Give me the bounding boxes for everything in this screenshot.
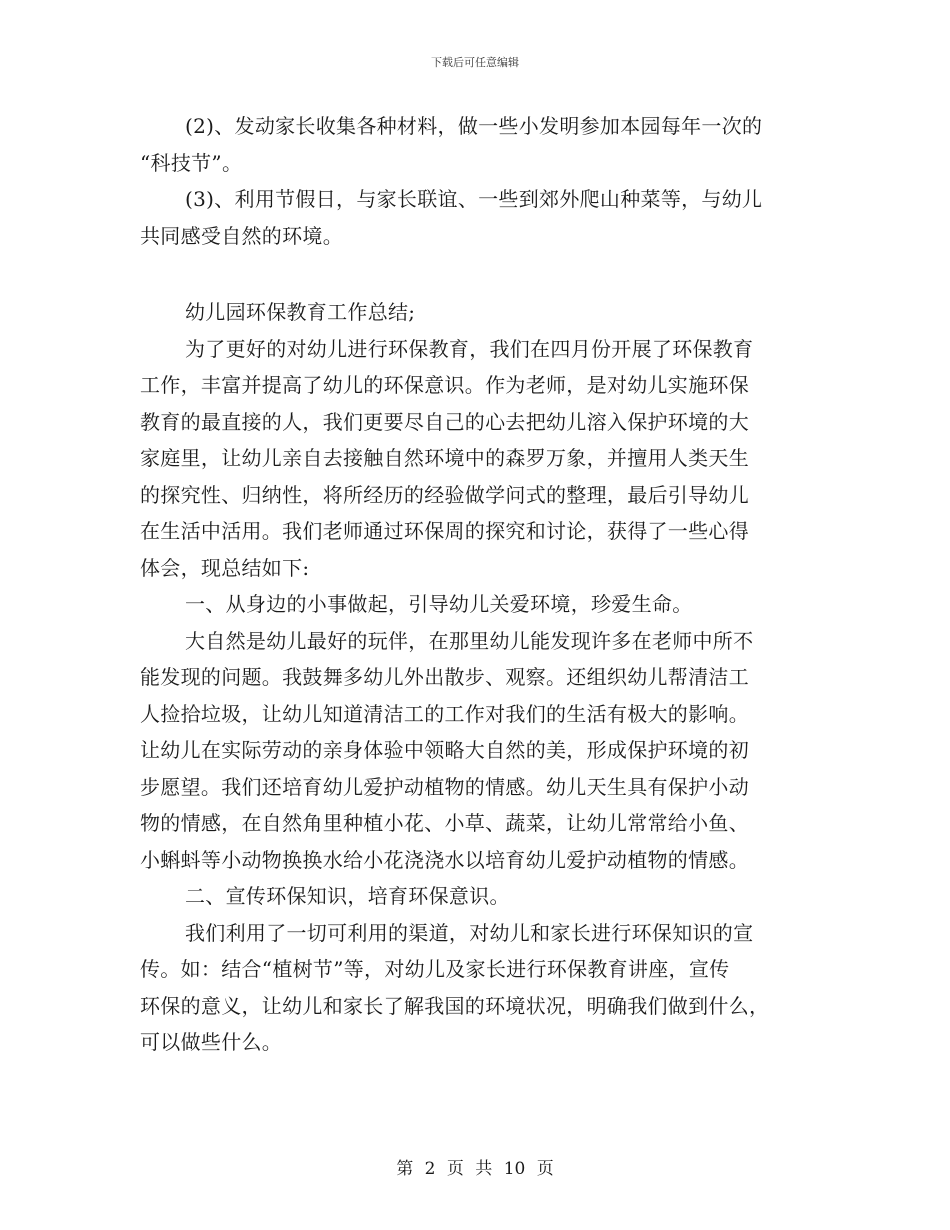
text-line: 工作，丰富并提高了幼儿的环保意识。作为老师，是对幼儿实施环保	[140, 373, 749, 397]
paragraph-item-3	[140, 181, 808, 254]
paragraph-publicity	[140, 915, 808, 1061]
text-line: 的探究性、归纳性，将所经历的经验做学问式的整理，最后引导幼儿	[140, 482, 749, 507]
text-line: 我们利用了一切可利用的渠道，对幼儿和家长进行环保知识的宣	[185, 920, 754, 945]
paragraph-intro	[140, 331, 808, 587]
text-line: 为了更好的对幼儿进行环保教育，我们在四月份开展了环保教育	[185, 336, 754, 361]
text-line: 在生活中活用。我们老师通过环保周的探究和讨论，获得了一些心得	[140, 519, 749, 543]
paragraph-nature	[140, 623, 808, 879]
text-line: 小蝌蚪等小动物换换水给小花浇浇水以培育幼儿爱护动植物的情感。	[140, 847, 749, 872]
text-line: 可以做些什么。	[140, 1030, 283, 1054]
text-line: 家庭里，让幼儿亲自去接触自然环境中的森罗万象，并擅用人类天生	[140, 446, 749, 470]
heading-one: 一、从身边的小事做起，引导幼儿关爱环境，珍爱生命。	[185, 592, 693, 616]
text-line: 传。如：结合“植树节”等，对幼儿及家长进行环保教育讲座，宣传	[140, 957, 730, 981]
text-line: 让幼儿在实际劳动的亲身体验中领略大自然的美，形成保护环境的初	[140, 738, 749, 762]
text-line: 能发现的问题。我鼓舞多幼儿外出散步、观察。还组织幼儿帮清洁工	[140, 665, 749, 689]
section-title: 幼儿园环保教育工作总结;	[185, 300, 416, 324]
text-line: (3)、利用节假日，与家长联谊、一些到郊外爬山种菜等，与幼儿	[185, 187, 763, 211]
text-line: 共同感受自然的环境。	[140, 223, 343, 248]
section-gap	[140, 254, 808, 294]
text-line: (2)、发动家长收集各种材料，做一些小发明参加本园每年一次的	[185, 114, 763, 138]
text-line: 人捡拾垃圾，让幼儿知道清洁工的工作对我们的生活有极大的影响。	[140, 701, 749, 726]
text-line: 体会，现总结如下:	[140, 555, 310, 580]
text-line: 大自然是幼儿最好的玩伴，在那里幼儿能发现许多在老师中所不	[185, 628, 754, 653]
page-number: 第 2 页 共 10 页	[396, 1159, 554, 1179]
text-line: 步愿望。我们还培育幼儿爱护动植物的情感。幼儿天生具有保护小动	[140, 774, 749, 799]
heading-two: 二、宣传环保知识，培育环保意识。	[185, 884, 510, 908]
page-header: 下载后可任意编辑	[431, 56, 519, 69]
text-line: “科技节”。	[140, 150, 243, 175]
document-body	[140, 108, 808, 1061]
text-line: 环保的意义，让幼儿和家长了解我国的环境状况，明确我们做到什么，	[140, 993, 770, 1018]
text-line: 物的情感，在自然角里种植小花、小草、蔬菜，让幼儿常常给小鱼、	[140, 811, 749, 835]
paragraph-item-2	[140, 108, 808, 181]
text-line: 教育的最直接的人，我们更要尽自己的心去把幼儿溶入保护环境的大	[140, 409, 749, 434]
